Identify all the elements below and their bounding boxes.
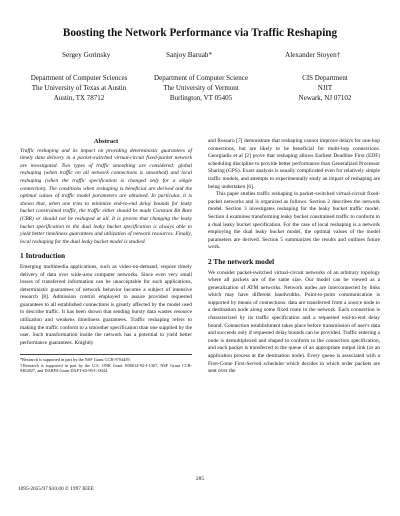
author-name: Alexander Stoyen†: [285, 51, 341, 59]
section-heading: 1 Introduction: [20, 251, 66, 261]
body-paragraph: We consider packet-switched virtual-circuit networks of an arbitrary topology where all packets are of the same size. Our model can be viewed as a generalization of ATM networks. Network nodes are interconnected by links which may have different bandwidths. Point-to-point communication is supported by means of connections: data are transferred from a source node to a destination node along some fixed route in the network. Each connection is characterized by its traffic specification and a requested end-to-end delay bound. Connection establishment takes place before transmission of user's data and succeeds only if requested delay bounds can be provided. Traffic entering a node is demultiplexed and shaped to conform to the connection specification, and each packet is transferred to the queue of an appropriate output link (or an application process at the destination node). Every queue is associated with a First-Come First-Served scheduler which decides in which order packets are sent over the: [208, 269, 380, 375]
right-column: [208, 138, 380, 376]
footnote: †Research is supported in part by the U.S. ONR Grant N00014-92-J-1367, NSF Grant CCR-9402827, and DARPA Grant DAFT-63-96-C-0044.: [20, 362, 192, 374]
body-paragraph: Emerging multimedia applications, such as video-on-demand, require timely delivery of data over wide-area computer networks. Since even very small losses of transferred information can be unacceptable for such applications, deterministic guarantees of network behavior become a subject of intensive research [8]. Admission control employed to assure provided requested guarantees to all established connections is greatly affected by the model used to describe traffic. It has been shown that sending bursty data wastes resource utilization and weakens timeliness guarantees. Traffic reshaping refers to making the traffic conform to a smoother specification than one supplied by the user. Such transformation inside the network has a potential to yield better performance guarantees. Knightly: [20, 263, 192, 346]
body-paragraph: and Rossaro [7] demonstrate that reshaping cannot improve delays for one-hop connections, but are likely to be beneficial for multi-hop connections. Georgiadis et al [2] prove that reshaping allows Earliest Deadline First (EDF) scheduling discipline to provide better performance than Generalized Processor Sharing (GPS). Exact analysis is usually complicated even for relatively simple traffic models, and attempts to experimentally study an impact of reshaping are being undertaken [6].: [208, 138, 380, 190]
body-paragraph: This paper studies traffic reshaping in packet-switched virtual-circuit fixed-packet networks and is organized as follows. Section 2 describes the network model. Section 3 investigates reshaping for the leaky bucket traffic model. Section 4 examines transforming leaky bucket constrained traffic to conform to a dual leaky bucket specification. For the case of local reshaping is a network employing the dual leaky bucket model, the optimal values of the model parameters are derived. Section 5 summarizes the results and outlines future work.: [208, 191, 380, 251]
abstract-heading: Abstract: [93, 138, 119, 145]
page-number: 285: [195, 476, 205, 482]
author-affiliation: Department of Computer Sciences The University of Texas at Austin Austin, TX 78712: [30, 74, 128, 102]
copyright-line: 1095-2055/97 $10.00 © 1997 IEEE: [18, 486, 94, 492]
author-affiliation: Department of Computer Science The University of Vermont Burlington, VT 05405: [154, 74, 248, 102]
left-column: [20, 138, 192, 374]
author-row: [0, 51, 400, 63]
author-name: Sergey Gorinsky: [62, 51, 111, 59]
author-name: Sanjoy Baruah*: [166, 51, 213, 59]
abstract-text: Traffic reshaping and its impact on providing deterministic guarantees of timely data delivery in a packet-switched virtual-circuit fixed-packet network are investigated. Two types of traffic smoothing are considered: global reshaping (when traffic on all network connections is smoothed) and local reshaping (when the traffic specification is changed only for a single connection). The conditions when reshaping is beneficial are derived and the optimal values of traffic model parameters are obtained. In particular, it is shown that, when one tries to minimize end-to-end delay bounds for leaky bucket constrained traffic, the traffic either should be made Constant Bit Rate (CBR) or should not be reshaped at all. It is proven that changing the leaky bucket specification to the dual leaky bucket specification is always able to yield better timeliness guarantees and utilization of network resources. Finally, local reshaping for the dual leaky bucket model is studied.: [20, 147, 192, 245]
paper-title: Boosting the Network Performance via Traffic Reshaping: [62, 27, 338, 39]
section-heading: 2 The network model: [208, 256, 275, 266]
footnote: *Research is supported in part by the NSF Grant CCR-9704459.: [20, 357, 131, 363]
footnotes: [20, 354, 192, 374]
author-affiliation: CIS Department NJIT Newark, NJ 07102: [298, 74, 352, 102]
